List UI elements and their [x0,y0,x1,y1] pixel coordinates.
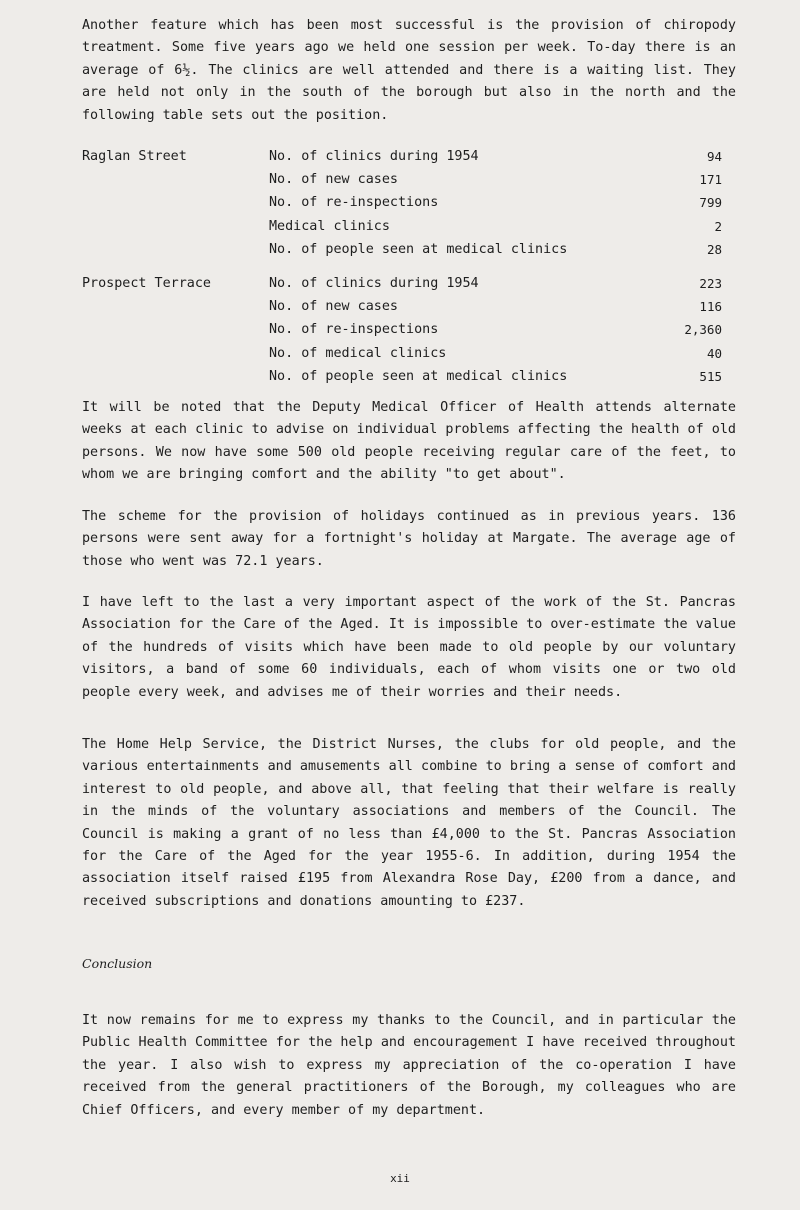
row-value: 28 [706,241,722,257]
row-label: No. of people seen at medical clinics [269,368,568,384]
table-row [82,145,742,168]
table-row [82,318,742,341]
row-label: No. of new cases [269,299,398,315]
row-value: 515 [699,368,722,384]
table-raglan-street [82,145,742,261]
row-value: 40 [706,345,722,361]
row-value: 94 [706,149,722,164]
table-row [82,168,742,191]
table-row [82,272,742,295]
table-row [82,215,742,238]
row-label: No. of clinics during 1954 [269,149,479,164]
row-label: No. of clinics during 1954 [269,276,479,291]
row-label: No. of re-inspections [269,195,439,211]
table-prospect-terrace [82,272,742,388]
row-value: 2 [714,218,722,234]
row-value: 799 [699,195,722,211]
row-label: No. of new cases [269,172,398,188]
paragraph-chiropody: Another feature which has been most successful is the provision of chiropody treatment. Some five years ago we held one session per week. To-day there is an average of 6½. The clinics are well attended and there is a waiting list. They are held not only in the south of the borough but also in the north and the following table sets out the position. [82,18,736,123]
row-value: 171 [699,172,722,188]
row-value: 223 [699,276,722,291]
row-label: No. of people seen at medical clinics [269,241,568,257]
table-row [82,191,742,214]
page-number: xii [390,1172,410,1185]
paragraph-st-pancras-association: I have left to the last a very important aspect of the work of the St. Pancras Association for the Care of the Aged. It is impossible to over-estimate the value of the hundreds of visits which have been made to old people by our voluntary visitors, a band of some 60 individuals, each of whom visits one or two old people every week, and advises me of their worries and their needs. [82,595,736,700]
paragraph-conclusion: It now remains for me to express my thanks to the Council, and in particular the Public Health Committee for the help and encouragement I have received throughout the year. I also wish to express my appreciation of the co-operation I have received from the general practitioners of the Borough, my colleagues who are Chief Officers, and every member of my department. [82,1013,736,1118]
row-label: No. of re-inspections [269,322,439,338]
conclusion-heading: Conclusion [82,956,153,971]
row-value: 116 [699,299,722,315]
location-label: Raglan Street [82,149,187,164]
table-row [82,365,742,388]
table-row [82,295,742,318]
row-value: 2,360 [684,322,722,338]
table-row [82,342,742,365]
table-row [82,238,742,261]
location-label: Prospect Terrace [82,276,211,291]
row-label: Medical clinics [269,218,390,234]
paragraph-home-help-service: The Home Help Service, the District Nurses, the clubs for old people, and the various entertainments and amusements all combine to bring a sense of comfort and interest to old people, and above all, that feeling that their welfare is really in the minds of the voluntary associations and members of the Council. The Council is making a grant of no less than £4,000 to the St. Pancras Association for the Care of the Aged for the year 1955-6. In addition, during 1954 the association itself raised £195 from Alexandra Rose Day, £200 from a dance, and received subscriptions and donations amounting to £237. [82,737,736,909]
row-label: No. of medical clinics [269,345,447,361]
paragraph-deputy-medical-officer: It will be noted that the Deputy Medical Officer of Health attends alternate weeks at each clinic to advise on individual problems affecting the health of old persons. We now have some 500 old people receiving regular care of the feet, to whom we are bringing comfort and the ability "to get about". [82,400,736,483]
paragraph-holidays: The scheme for the provision of holidays continued as in previous years. 136 persons were sent away for a fortnight's holiday at Margate. The average age of those who went was 72.1 years. [82,509,736,569]
